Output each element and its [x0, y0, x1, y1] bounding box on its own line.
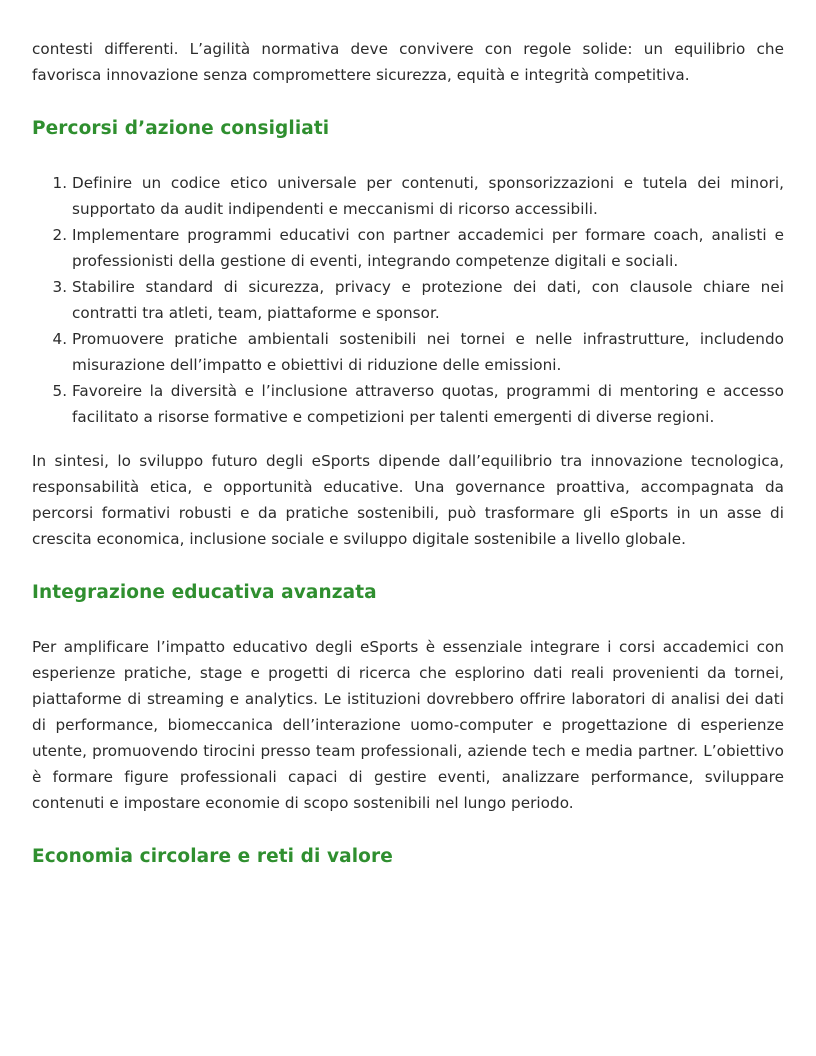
list-item: 5. Favoreire la diversità e l’inclusione attraverso quotas, programmi di mentoring e accesso facilitato a risorse formative e competizioni per talenti emergenti di diverse regioni. — [72, 378, 784, 430]
summary-paragraph: In sintesi, lo sviluppo futuro degli eSports dipende dall’equilibrio tra innovazione tecnologica, responsabilità etica, e opportunità educative. Una governance proattiva, accompagnata da percorsi formativi robusti e da pratiche sostenibili, può trasformare gli eSports in un asse di crescita economica, inclusione sociale e sviluppo digitale sostenibile a livello globale. — [32, 452, 784, 548]
document-page — [32, 36, 784, 871]
intro-paragraph: contesti differenti. L’agilità normativa deve convivere con regole solide: un equilibrio che favorisca innovazione senza compromettere sicurezza, equità e integrità competitiva. — [32, 40, 784, 84]
action-list — [32, 170, 784, 430]
section-heading-percorsi: Percorsi d’azione consigliati — [32, 118, 330, 139]
list-item: 3. Stabilire standard di sicurezza, privacy e protezione dei dati, con clausole chiare nei contratti tra atleti, team, piattaforme e sponsor. — [72, 274, 784, 326]
list-item: 2. Implementare programmi educativi con partner accademici per formare coach, analisti e professionisti della gestione di eventi, integrando competenze digitali e sociali. — [72, 222, 784, 274]
list-item: 4. Promuovere pratiche ambientali sostenibili nei tornei e nelle infrastrutture, includendo misurazione dell’impatto e obiettivi di riduzione delle emissioni. — [72, 326, 784, 378]
integrazione-paragraph: Per amplificare l’impatto educativo degli eSports è essenziale integrare i corsi accademici con esperienze pratiche, stage e progetti di ricerca che esplorino dati reali provenienti da tornei, piattaforme di streaming e analytics. Le istituzioni dovrebbero offrire laboratori di analisi dei dati di performance, biomeccanica dell’interazione uomo-computer e progettazione di esperienze utente, promuovendo tirocini presso team professionali, aziende tech e media partner. L’obiettivo è formare figure professionali capaci di gestire eventi, analizzare performance, sviluppare contenuti e impostare economie di scopo sostenibili nel lungo periodo. — [32, 638, 784, 812]
section-heading-economia: Economia circolare e reti di valore — [32, 846, 393, 867]
list-item: 1. Definire un codice etico universale per contenuti, sponsorizzazioni e tutela dei minori, supportato da audit indipendenti e meccanismi di ricorso accessibili. — [72, 170, 784, 222]
section-heading-integrazione: Integrazione educativa avanzata — [32, 582, 377, 603]
